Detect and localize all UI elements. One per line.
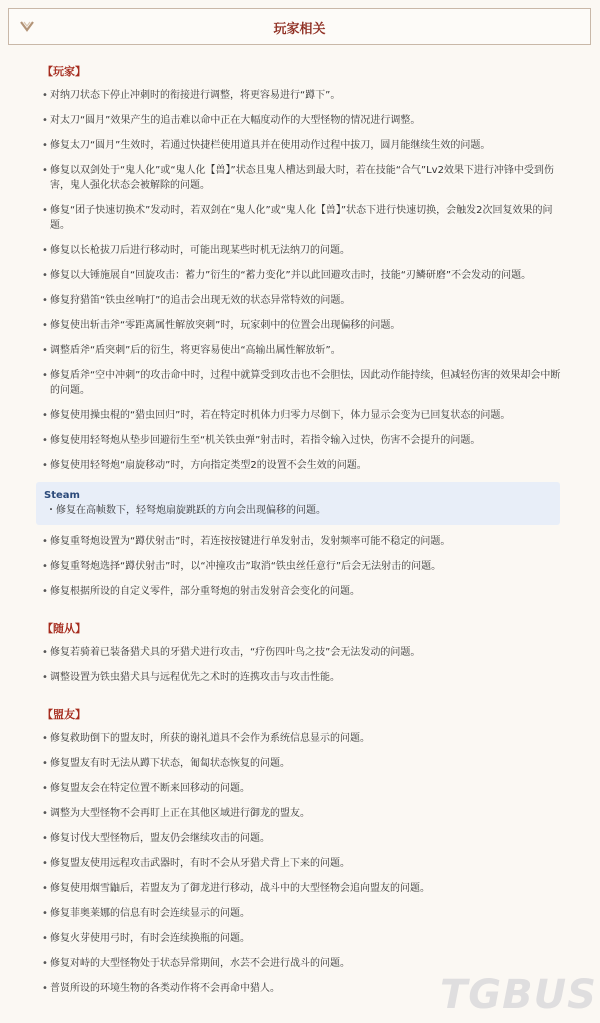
list-item: • 修复以双剑处于“鬼人化”或“鬼人化【兽】”状态且鬼人槽达到最大时，若在技能“合气”Lv2效果下进行冲锋中受到伤害，鬼人强化状态会被解除的问题。 bbox=[42, 163, 562, 193]
list-item: • 修复使用烟雪鼬后，若盟友为了御龙进行移动，战斗中的大型怪物会追向盟友的问题。 bbox=[42, 881, 562, 896]
player-section bbox=[42, 64, 562, 599]
buddy-section bbox=[42, 621, 562, 685]
notes-content bbox=[42, 64, 562, 996]
list-item: • 对纳刀状态下停止冲刺时的衔接进行调整，将更容易进行“蹲下”。 bbox=[42, 88, 562, 103]
list-item: • 修复使出斩击斧“零距离属性解放突刺”时，玩家刺中的位置会出现偏移的问题。 bbox=[42, 318, 562, 333]
list-item: • 修复盟友会在特定位置不断来回移动的问题。 bbox=[42, 781, 562, 796]
steam-item: ・修复在高帧数下，轻弩炮扇旋跳跃的方向会出现偏移的问题。 bbox=[46, 505, 326, 516]
section-label-player: 【玩家】 bbox=[42, 65, 86, 78]
section-label-follower: 【盟友】 bbox=[42, 708, 86, 721]
list-item: • 修复菲奥莱娜的信息有时会连续显示的问题。 bbox=[42, 906, 562, 921]
watermark-logo: TGBUS bbox=[440, 972, 597, 1018]
list-item: • 修复盟友使用远程攻击武器时，有时不会从牙猎犬背上下来的问题。 bbox=[42, 856, 562, 871]
list-item: • 修复使用轻弩炮“扇旋移动”时，方向指定类型2的设置不会生效的问题。 bbox=[42, 458, 562, 473]
list-item: • 修复对峙的大型怪物处于状态异常期间，水芸不会进行战斗的问题。 bbox=[42, 956, 562, 971]
follower-section bbox=[42, 707, 562, 996]
list-item: • 修复重弩炮选择“蹲伏射击”时，以“冲撞攻击”取消“铁虫丝任意行”后会无法射击的问题。 bbox=[42, 559, 562, 574]
list-item: • 修复盟友有时无法从蹲下状态，匍匐状态恢复的问题。 bbox=[42, 756, 562, 771]
list-item: • 调整盾斧“盾突刺”后的衍生，将更容易使出“高输出属性解放斩”。 bbox=[42, 343, 562, 358]
section-label-buddy: 【随从】 bbox=[42, 622, 86, 635]
list-item: • 修复救助倒下的盟友时，所获的谢礼道具不会作为系统信息显示的问题。 bbox=[42, 731, 562, 746]
list-item: • 修复根据所设的自定义零件，部分重弩炮的射击发射音会变化的问题。 bbox=[42, 584, 562, 599]
steam-title: Steam bbox=[44, 490, 80, 501]
list-item: • 调整为大型怪物不会再盯上正在其他区域进行御龙的盟友。 bbox=[42, 806, 562, 821]
list-item: • 对太刀“圆月”效果产生的追击难以命中正在大幅度动作的大型怪物的情况进行调整。 bbox=[42, 113, 562, 128]
list-item: • 修复讨伐大型怪物后，盟友仍会继续攻击的问题。 bbox=[42, 831, 562, 846]
list-item: • 修复以大锤施展自“回旋攻击：蓄力”衍生的“蓄力变化”并以此回避攻击时，技能“刃鳞研磨”不会发动的问题。 bbox=[42, 268, 562, 283]
list-item: • 修复若骑着已装备猎犬具的牙猎犬进行攻击，“疗伤四叶鸟之技”会无法发动的问题。 bbox=[42, 645, 562, 660]
list-item: • 修复重弩炮设置为“蹲伏射击”时，若连按按键进行单发射击，发射频率可能不稳定的问题。 bbox=[42, 534, 562, 549]
list-item: • 修复以长枪拔刀后进行移动时，可能出现某些时机无法纳刀的问题。 bbox=[42, 243, 562, 258]
steam-notice bbox=[36, 482, 560, 525]
list-item: • 修复使用轻弩炮从垫步回避衍生至“机关铁虫弹”射击时，若指令输入过快，伤害不会提升的问题。 bbox=[42, 433, 562, 448]
list-item: • 修复火芽使用弓时，有时会连续换瓶的问题。 bbox=[42, 931, 562, 946]
list-item: • 修复盾斧“空中冲刺”的攻击命中时，过程中就算受到攻击也不会胆怯，因此动作能持续，但减轻伤害的效果却会中断的问题。 bbox=[42, 368, 562, 398]
list-item: • 调整设置为铁虫猎犬具与远程优先之术时的连携攻击与攻击性能。 bbox=[42, 670, 562, 685]
list-item: • 普贤所设的环境生物的各类动作将不会再命中猎人。 bbox=[42, 981, 562, 996]
list-item: • 修复使用操虫棍的“猎虫回归”时，若在特定时机体力归零力尽倒下，体力显示会变为已回复状态的问题。 bbox=[42, 408, 562, 423]
list-item: • 修复太刀“圆月”生效时，若通过快捷栏使用道具并在使用动作过程中拔刀，圆月能继续生效的问题。 bbox=[42, 138, 562, 153]
list-item: • 修复“团子快速切换术”发动时，若双剑在“鬼人化”或“鬼人化【兽】”状态下进行快速切换，会触发2次回复效果的问题。 bbox=[42, 203, 562, 233]
section-header[interactable] bbox=[8, 8, 591, 45]
header-title: 玩家相关 bbox=[273, 22, 326, 37]
list-item: • 修复狩猎笛“铁虫丝响打”的追击会出现无效的状态异常特效的问题。 bbox=[42, 293, 562, 308]
